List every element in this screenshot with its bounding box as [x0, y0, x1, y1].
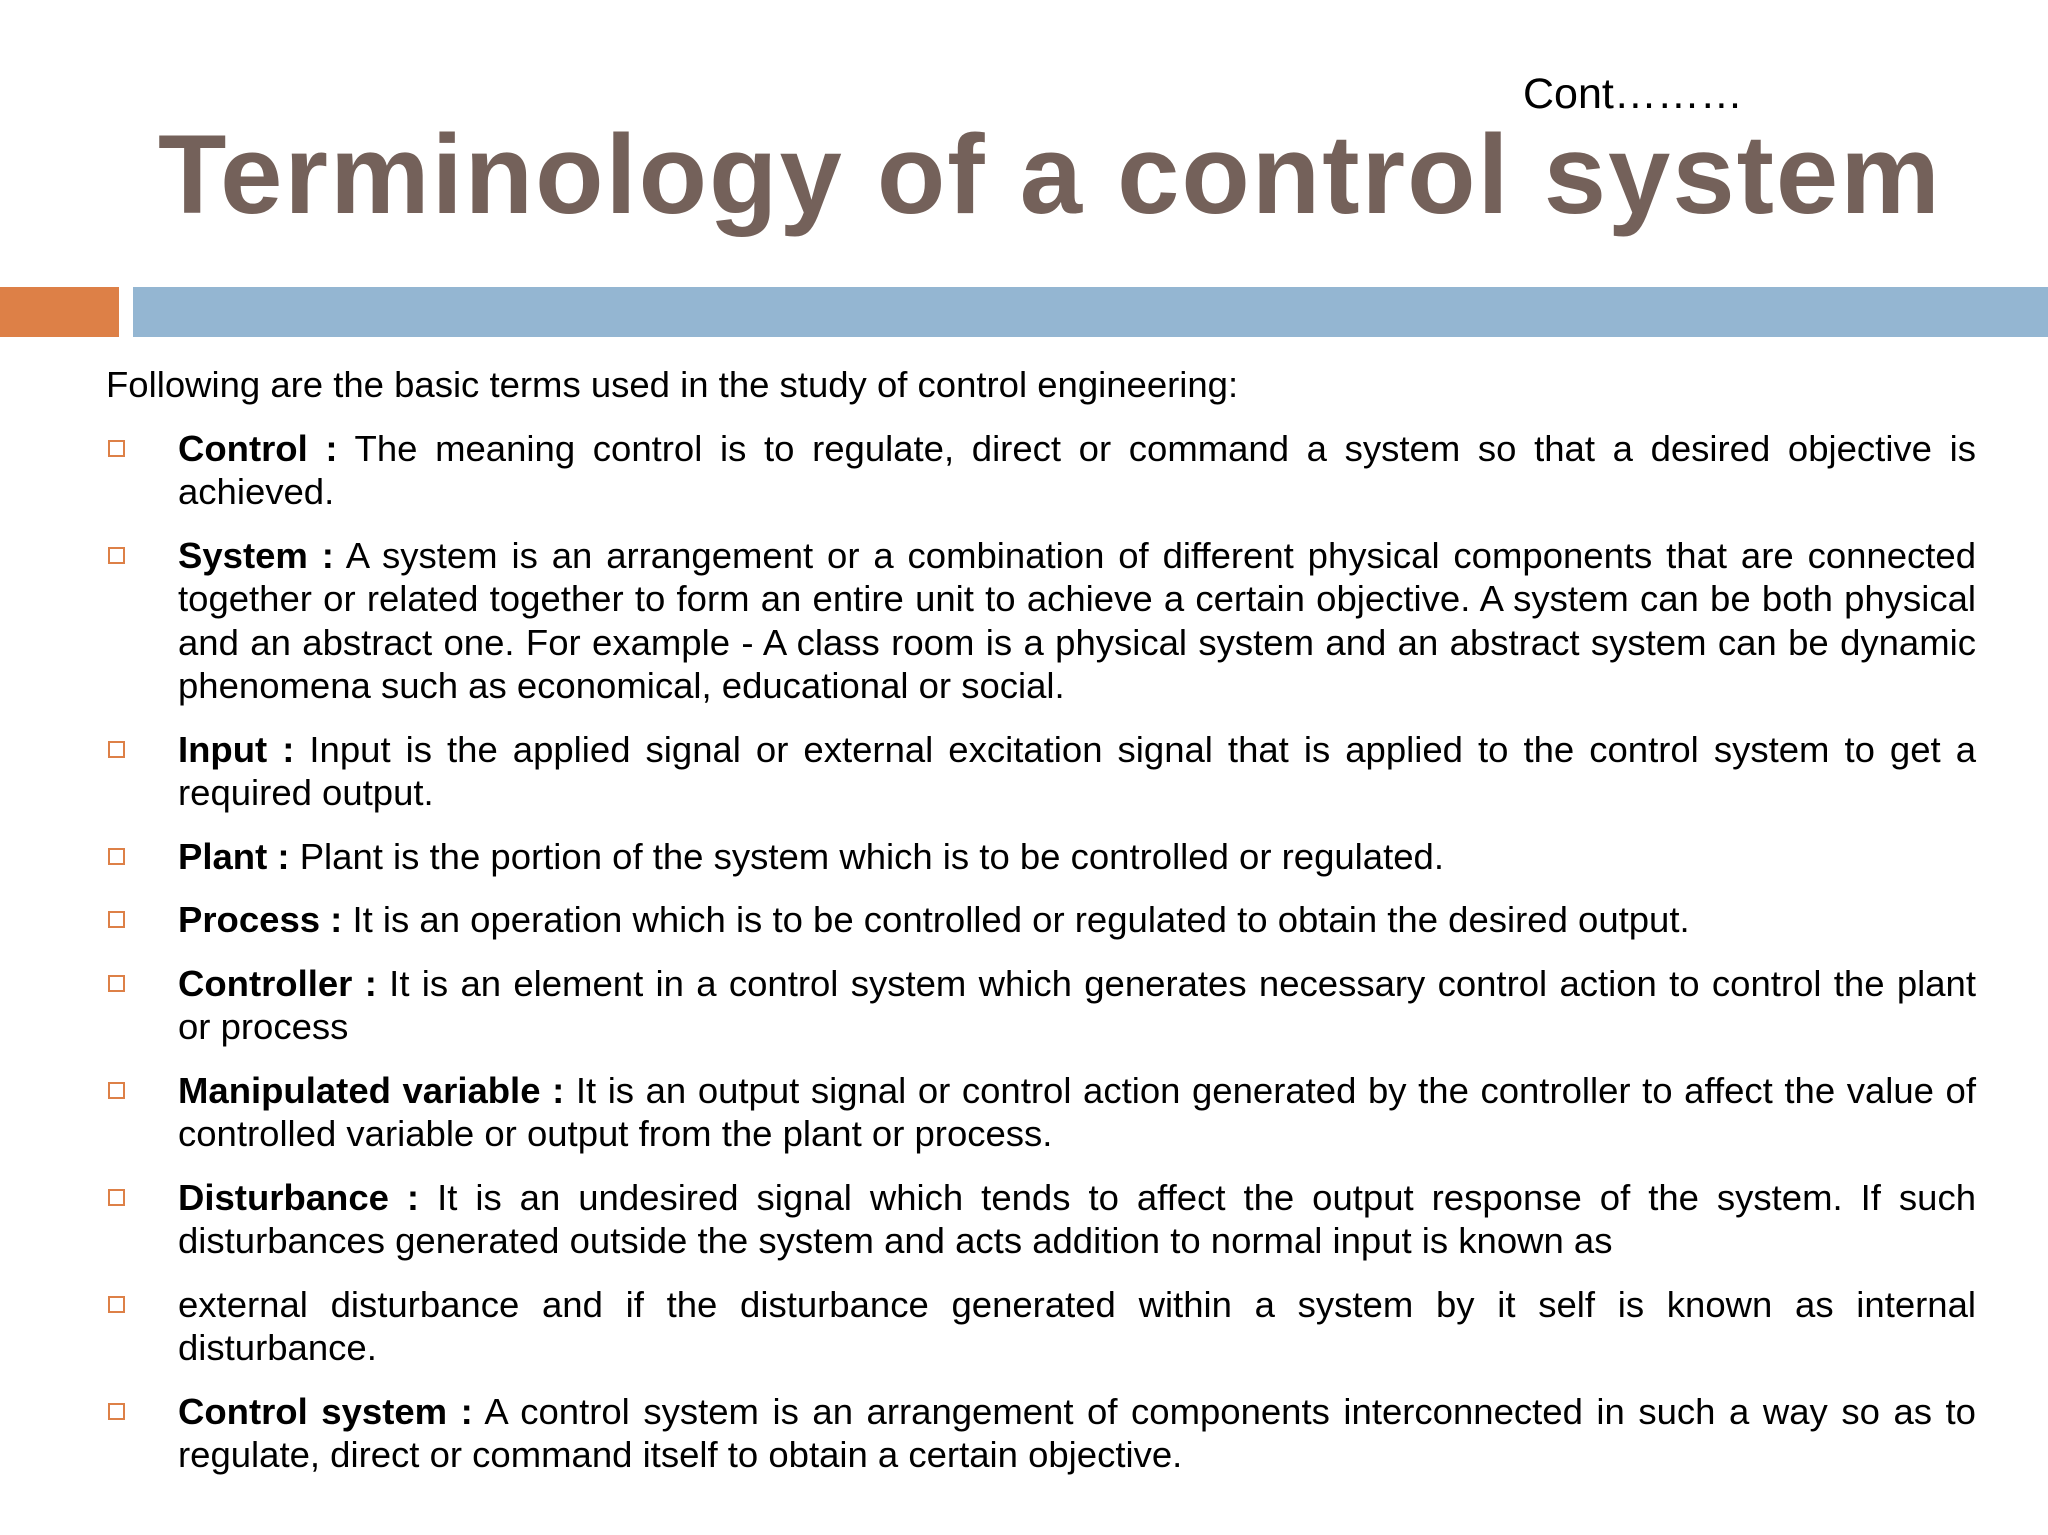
term-definition: external disturbance and if the disturbance generated within a system by it self is known as internal disturbance.	[178, 1283, 1976, 1368]
term-name: Input :	[178, 728, 295, 770]
intro-text: Following are the basic terms used in the study of control engineering:	[106, 364, 1239, 405]
square-bullet-icon	[108, 547, 125, 564]
term-definition: It is an operation which is to be controlled or regulated to obtain the desired output.	[342, 899, 1690, 940]
term-definition: It is an output signal or control action generated by the controller to affect the value of controlled variable or output from the plant or process.	[178, 1069, 1976, 1154]
term-name: Plant :	[178, 835, 290, 877]
square-bullet-icon	[108, 741, 125, 758]
continued-label: Cont………	[1523, 70, 1743, 118]
term-definition: Input is the applied signal or external excitation signal that is applied to the control system to get a required output.	[178, 728, 1976, 813]
list-item	[106, 1069, 1976, 1156]
square-bullet-icon	[108, 1082, 125, 1099]
list-item	[106, 835, 1976, 879]
list-item	[106, 427, 1976, 514]
term-name: System :	[178, 534, 334, 576]
list-item	[106, 962, 1976, 1049]
term-definition: It is an element in a control system which generates necessary control action to control the plant or process	[178, 962, 1976, 1047]
term-name: Controller :	[178, 962, 377, 1004]
slide-title: Terminology of a control system	[158, 112, 1942, 237]
list-item	[106, 898, 1976, 942]
term-definition: A control system is an arrangement of components interconnected in such a way so as to regulate, direct or command itself to obtain a certain objective.	[178, 1390, 1976, 1475]
accent-bar-orange	[0, 287, 119, 337]
term-definition: It is an undesired signal which tends to affect the output response of the system. If such disturbances generated outside the system and acts addition to normal input is known as	[178, 1176, 1976, 1261]
square-bullet-icon	[108, 440, 125, 457]
square-bullet-icon	[108, 1296, 125, 1313]
square-bullet-icon	[108, 911, 125, 928]
list-item	[106, 534, 1976, 708]
square-bullet-icon	[108, 1403, 125, 1420]
term-name: Process :	[178, 899, 343, 940]
list-item	[106, 1283, 1976, 1370]
accent-bar-blue	[133, 287, 2048, 337]
term-name: Control system :	[178, 1390, 473, 1432]
square-bullet-icon	[108, 1189, 125, 1206]
list-item	[106, 728, 1976, 815]
square-bullet-icon	[108, 975, 125, 992]
list-item	[106, 1390, 1976, 1477]
term-name: Manipulated variable :	[178, 1069, 565, 1111]
square-bullet-icon	[108, 848, 125, 865]
term-name: Control :	[178, 427, 338, 469]
list-item	[106, 1176, 1976, 1263]
term-definition: Plant is the portion of the system which is to be controlled or regulated.	[289, 835, 1444, 877]
term-definition: A system is an arrangement or a combination of different physical components that are connected together or related together to form an entire unit to achieve a certain objective. A system can be both physical and an abstract one. For example - A class room is a physical system and an abstract system can be dynamic phenomena such as economical, educational or social.	[178, 534, 1977, 706]
term-definition: The meaning control is to regulate, direct or command a system so that a desired objective is achieved.	[178, 427, 1976, 512]
term-name: Disturbance :	[178, 1176, 420, 1218]
term-list	[106, 427, 1976, 1477]
slide-content	[106, 363, 1976, 1497]
